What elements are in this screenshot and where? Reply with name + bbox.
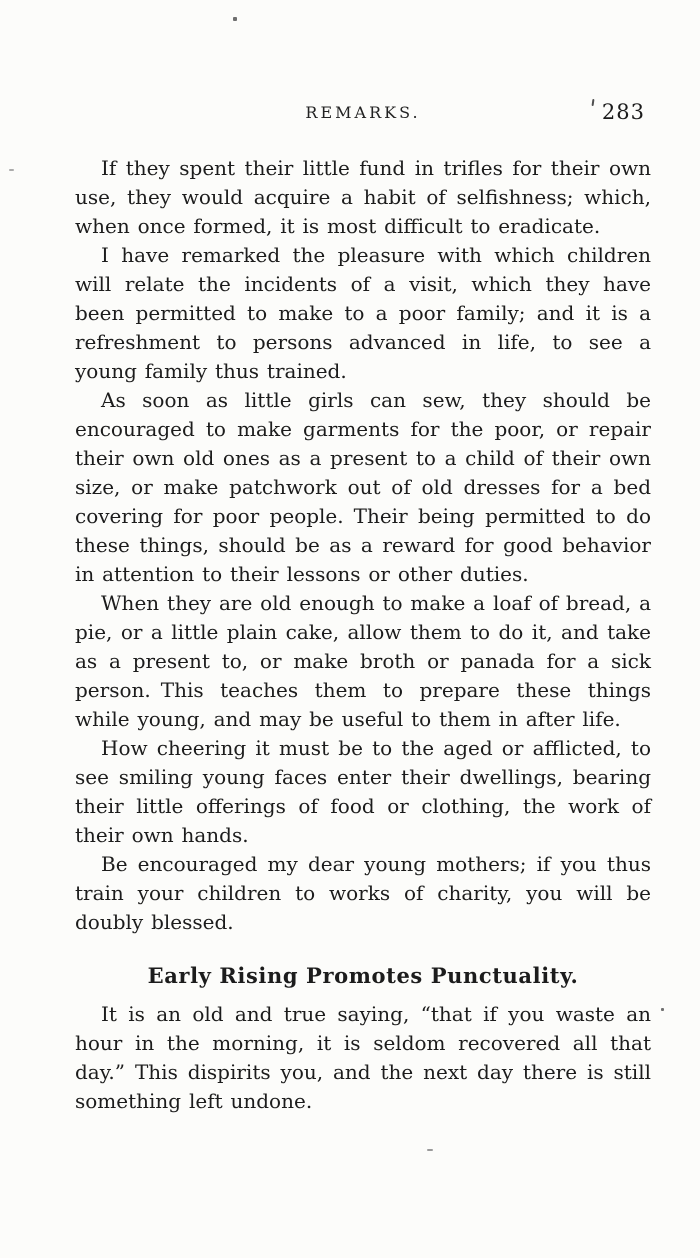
page-header [75, 100, 651, 130]
body-paragraph: If they spent their little fund in trifles for their own use, they would acquire a habit of selfishness; which, when once formed, it is most difficult to eradicate. [75, 156, 651, 238]
scan-artifact-dash [9, 169, 14, 171]
body-paragraph: Be encouraged my dear young mothers; if you thus train your children to works of charity, you will be doubly blessed. [75, 852, 651, 934]
scan-artifact-dash [427, 1149, 433, 1151]
scan-artifact-dot [661, 1008, 664, 1011]
body-paragraph: How cheering it must be to the aged or afflicted, to see smiling young faces enter their dwellings, bearing their little offerings of food or clothing, the work of their own hands. [75, 736, 651, 847]
body-paragraph: As soon as little girls can sew, they should be encouraged to make garments for the poor, or repair their own old ones as a present to a child of their own size, or make patchwork out of old dresses for a bed covering for poor people. Their being permitted to do these things, should be as a reward for good behavior in attention to their lessons or other duties. [75, 388, 651, 586]
section-heading: Early Rising Promotes Punctuality. [147, 963, 579, 988]
text-block [75, 154, 651, 1116]
text-column [75, 100, 651, 1116]
scan-artifact-dot [233, 17, 237, 21]
page-number: 283 [601, 100, 645, 124]
body-paragraph: When they are old enough to make a loaf of bread, a pie, or a little plain cake, allow them to do it, and take as a present to, or make broth or panada for a sick person. This teaches them to prepare these things while young, and may be useful to them in after life. [75, 591, 651, 731]
running-title: REMARKS. [305, 103, 421, 122]
body-paragraph: I have remarked the pleasure with which children will relate the incidents of a visit, which they have been permitted to make to a poor family; and it is a refreshment to persons advanced in life, to see a young family thus trained. [75, 243, 651, 383]
body-paragraph: It is an old and true saying, “that if you waste an hour in the morning, it is seldom recovered all that day.” This dispirits you, and the next day there is still something left undone. [75, 1002, 651, 1113]
